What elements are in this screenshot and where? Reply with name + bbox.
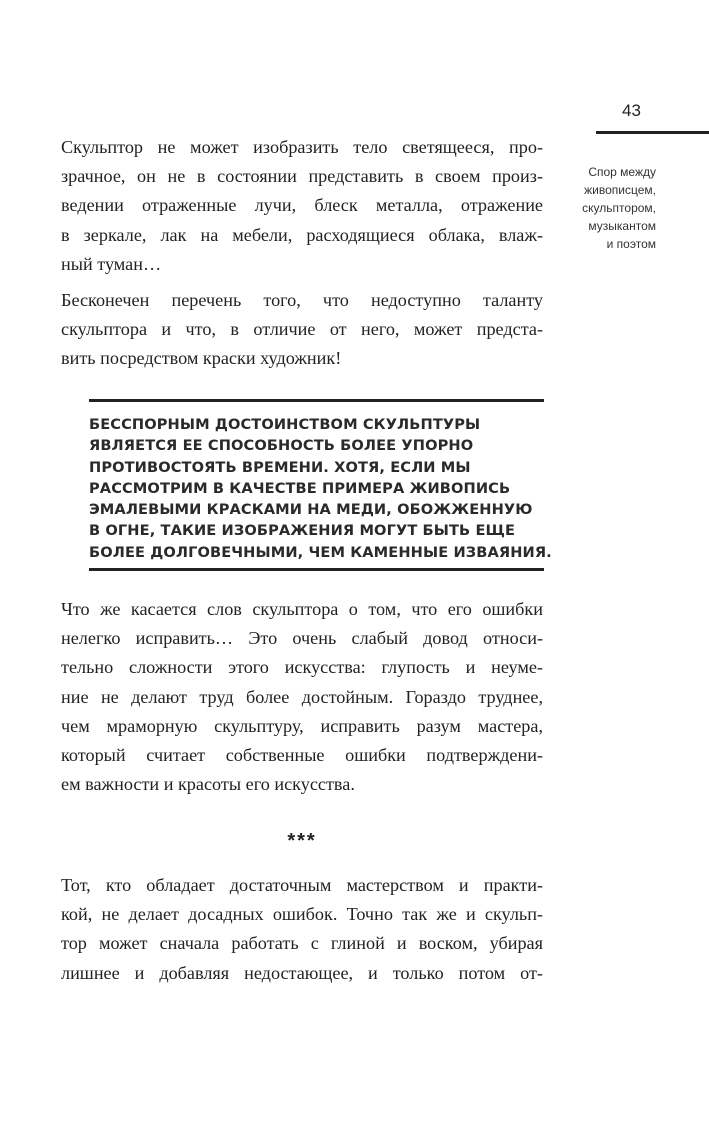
text-line: лишнее и добавляя недостающее, и только потом от-: [61, 962, 543, 983]
margin-note: [548, 163, 656, 253]
text-line: вить посредством краски художник!: [61, 348, 342, 369]
text-line: нелегко исправить… Это очень слабый довод относи-: [61, 628, 543, 649]
pull-quote: [89, 414, 552, 563]
header-rule: [596, 131, 709, 134]
text-line: ние не делают труд более достойным. Гораздо труднее,: [61, 686, 543, 707]
text-line: Скульптор не может изобразить тело светящееся, про-: [61, 137, 543, 157]
margin-note-line: Спор между: [588, 165, 656, 179]
quote-line: РАССМОТРИМ В КАЧЕСТВЕ ПРИМЕРА ЖИВОПИСЬ: [89, 479, 511, 497]
section-separator: ***: [287, 830, 317, 852]
text-line: Бесконечен перечень того, что недоступно таланту: [61, 290, 543, 310]
quote-line: В ОГНЕ, ТАКИЕ ИЗОБРАЖЕНИЯ МОГУТ БЫТЬ ЕЩЕ: [89, 522, 516, 540]
text-line: ведении отраженные лучи, блеск металла, отражение: [61, 195, 543, 216]
text-line: в зеркале, лак на мебели, расходящиеся облака, влаж-: [61, 224, 543, 245]
text-line: ем важности и красоты его искусства.: [61, 774, 355, 795]
text-line: чем мраморную скульптуру, исправить разум мастера,: [61, 715, 543, 736]
margin-note-line: музыкантом: [588, 219, 656, 233]
text-line: кой, не делает досадных ошибок. Точно так же и скульп-: [61, 904, 543, 925]
text-line: скульптора и что, в отличие от него, может предста-: [61, 319, 543, 340]
quote-line: БОЛЕЕ ДОЛГОВЕЧНЫМИ, ЧЕМ КАМЕННЫЕ ИЗВАЯНИЯ.: [89, 543, 552, 561]
text-line: Что же касается слов скульптора о том, что его ошибки: [61, 599, 543, 619]
quote-line: ЭМАЛЕВЫМИ КРАСКАМИ НА МЕДИ, ОБОЖЖЕННУЮ: [89, 501, 533, 519]
text-line: ный туман…: [61, 253, 162, 274]
quote-top-rule: [89, 399, 544, 402]
quote-line: ЯВЛЯЕТСЯ ЕЕ СПОСОБНОСТЬ БОЛЕЕ УПОРНО: [89, 437, 474, 455]
paragraph-1: [61, 133, 543, 279]
text-line: тельно сложности этого искусства: глупость и неуме-: [61, 657, 543, 678]
margin-note-line: и поэтом: [606, 237, 656, 251]
page-number: 43: [622, 101, 641, 120]
text-line: который считает собственные ошибки подтверждени-: [61, 745, 543, 766]
margin-note-line: скульптором,: [582, 201, 656, 215]
margin-note-line: живописцем,: [584, 183, 656, 197]
text-line: Тот, кто обладает достаточным мастерством и практи-: [61, 875, 543, 895]
paragraph-3: [61, 595, 543, 799]
text-line: тор может сначала работать с глиной и воском, убирая: [61, 933, 543, 954]
paragraph-2: [61, 286, 543, 374]
quote-line: БЕССПОРНЫМ ДОСТОИНСТВОМ СКУЛЬПТУРЫ: [89, 416, 481, 433]
quote-line: ПРОТИВОСТОЯТЬ ВРЕМЕНИ. ХОТЯ, ЕСЛИ МЫ: [89, 458, 471, 476]
paragraph-4: [61, 871, 543, 988]
text-line: зрачное, он не в состоянии представить в своем произ-: [61, 166, 543, 187]
quote-bottom-rule: [89, 568, 544, 571]
